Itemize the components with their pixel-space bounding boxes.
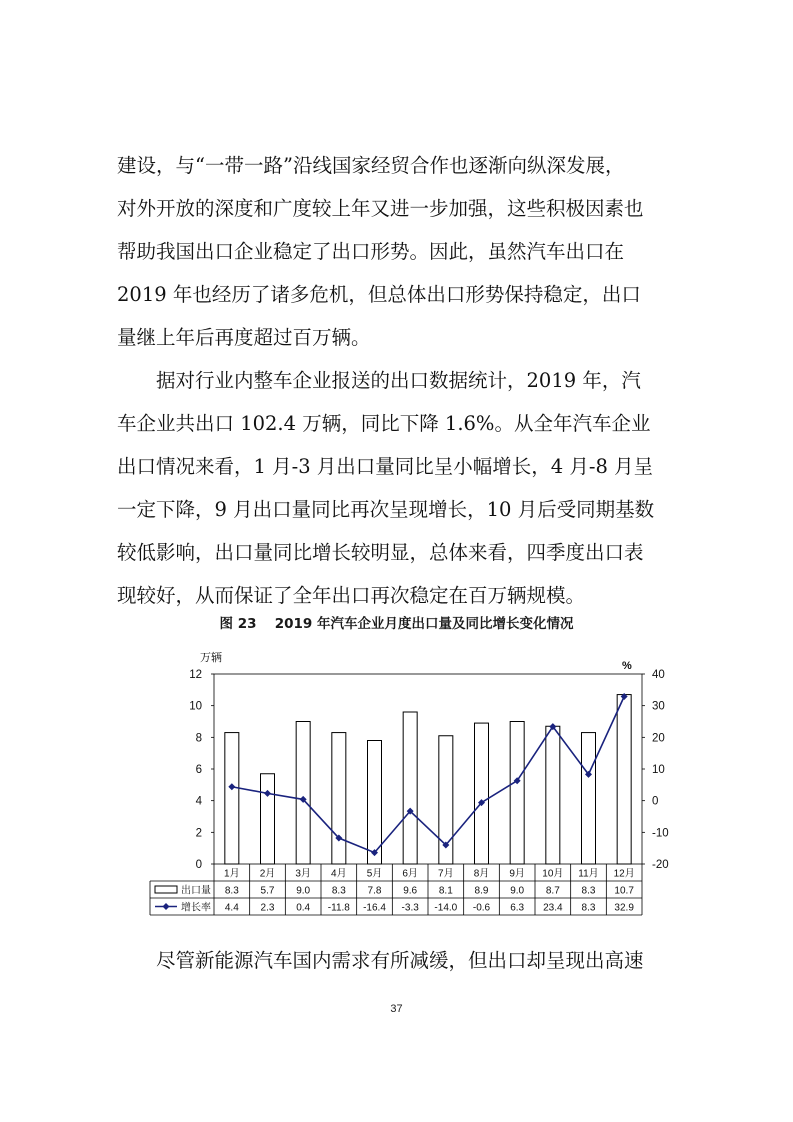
text-line: 现较好，从而保证了全年出口再次稳定在百万辆规模。 [117,584,586,607]
bar [225,733,239,864]
y2-tick-label: 30 [652,700,665,713]
y-tick-label: 12 [189,669,202,681]
y2-tick-label: -20 [652,859,669,871]
bar [475,723,489,864]
text-line: 较低影响，出口量同比增长较明显，总体来看，四季度出口表 [117,541,644,564]
y-tick-label: 10 [189,700,202,713]
text-line: 车企业共出口 102.4 万辆，同比下降 1.6%。从全年汽车企业 [117,412,651,435]
text-line: 建设，与“一带一路”沿线国家经贸合作也逐渐向纵深发展， [117,154,625,177]
y2-tick-label: -10 [652,827,669,840]
x-tick-label: 9月 [509,868,525,880]
text-line: 帮助我国出口企业稳定了出口形势。因此，虽然汽车出口在 [117,240,625,263]
x-tick-label: 3月 [295,868,311,880]
bar [332,733,346,864]
text-line: 尽管新能源汽车国内需求有所减缓，但出口却呈现出高速 [156,949,644,972]
legend-line-label: 增长率 [181,902,211,914]
legend-line-marker [163,903,170,910]
table-value-growth: 32.9 [614,902,634,914]
text-line: 一定下降，9 月出口量同比再次呈现增长，10 月后受同期基数 [117,498,655,521]
table-value-export: 9.6 [403,885,418,897]
plot-frame [214,674,642,864]
y-axis-unit-label: 万辆 [200,652,222,664]
table-value-growth: -16.4 [363,902,386,914]
x-tick-label: 8月 [473,868,490,880]
table-value-export: 7.8 [367,885,382,897]
bar [546,726,560,864]
page-number: 37 [390,1003,403,1015]
table-value-export: 9.0 [296,885,311,897]
table-value-export: 5.7 [260,885,275,897]
y2-tick-label: 40 [652,669,665,681]
table-value-export: 9.0 [510,885,525,897]
bar [403,712,417,864]
x-tick-label: 6月 [402,868,418,880]
table-value-export: 8.3 [581,885,596,897]
x-tick-label: 2月 [259,868,276,880]
figure-caption: 图 23 2019 年汽车企业月度出口量及同比增长变化情况 [219,616,574,632]
growth-line [232,696,624,852]
bar [261,774,275,864]
y2-axis-unit-label: % [622,660,632,672]
y2-tick-label: 0 [652,795,659,808]
x-tick-label: 10月 [542,868,564,880]
x-tick-label: 11月 [578,868,599,880]
table-value-export: 8.7 [545,885,560,897]
bar [368,741,382,865]
table-value-growth: -11.8 [327,902,350,914]
text-line: 2019 年也经历了诸多危机，但总体出口形势保持稳定，出口 [117,283,641,306]
x-tick-label: 5月 [366,868,383,880]
text-line: 据对行业内整车企业报送的出口数据统计，2019 年，汽 [156,369,641,392]
x-tick-label: 7月 [438,868,454,880]
legend-bar-label: 出口量 [181,885,211,897]
table-value-export: 8.1 [438,885,453,897]
table-value-growth: 2.3 [260,902,275,914]
bar [296,722,310,865]
bar [510,722,524,865]
y2-tick-label: 20 [652,732,665,745]
y-tick-label: 6 [195,764,202,776]
y-tick-label: 8 [195,732,202,745]
export-chart [0,640,793,940]
table-value-growth: -3.3 [401,902,419,914]
table-value-growth: 4.4 [224,902,239,914]
table-value-export: 8.9 [474,885,489,897]
legend-bar-swatch [155,886,177,893]
x-tick-label: 12月 [613,868,635,880]
y-tick-label: 2 [195,827,202,840]
x-tick-label: 1月 [224,868,240,880]
text-line: 对外开放的深度和广度较上年又进一步加强，这些积极因素也 [117,197,644,220]
bar [617,695,631,864]
y-tick-label: 4 [195,795,202,808]
table-value-growth: -14.0 [434,902,458,914]
table-value-export: 8.3 [331,885,346,897]
text-line: 量继上年后再度超过百万辆。 [117,326,371,349]
y-tick-label: 0 [195,859,202,871]
table-value-growth: 23.4 [543,902,563,914]
table-value-growth: 6.3 [510,902,525,914]
table-value-growth: -0.6 [472,902,491,914]
table-value-growth: 8.3 [581,902,596,914]
table-value-export: 8.3 [224,885,239,897]
y2-tick-label: 10 [652,764,665,776]
x-tick-label: 4月 [331,868,347,880]
table-value-growth: 0.4 [296,902,311,914]
table-value-export: 10.7 [614,885,634,897]
text-line: 出口情况来看，1 月-3 月出口量同比呈小幅增长，4 月-8 月呈 [117,455,654,478]
bar [582,733,596,864]
